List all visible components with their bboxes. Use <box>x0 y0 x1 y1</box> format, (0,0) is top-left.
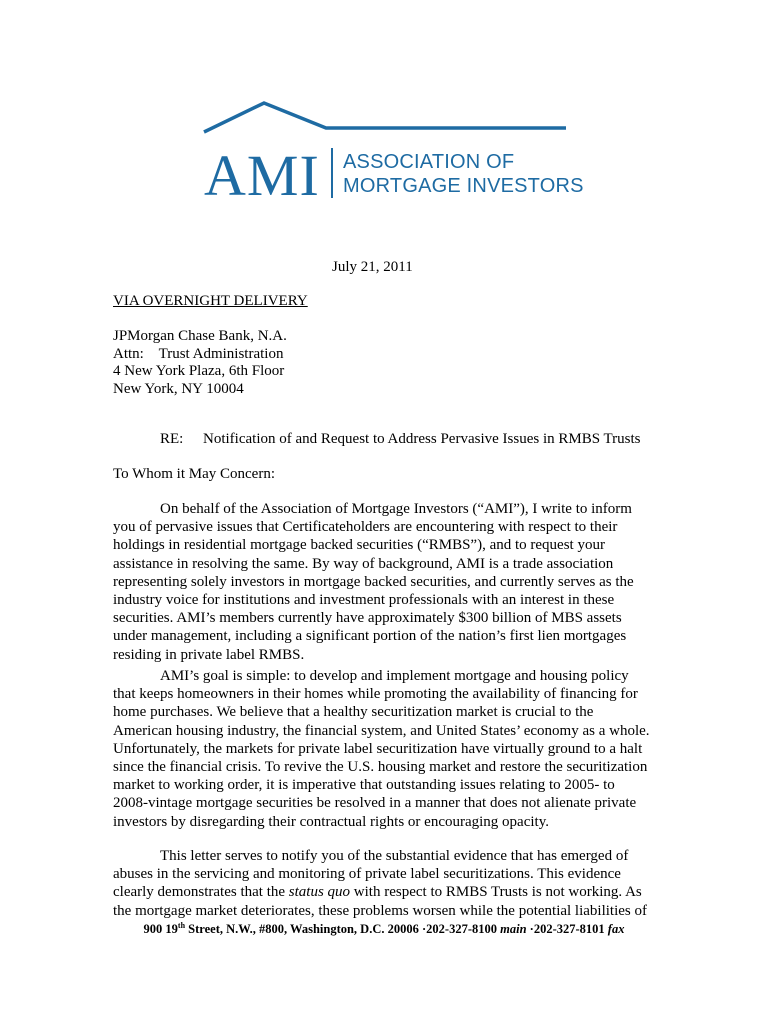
text-segment: with respect to RMBS Trusts is not working. As <box>350 884 642 901</box>
paragraph-line: This letter serves to notify you of the substantial evidence that has emerged of <box>160 848 629 864</box>
logo-name-line2: MORTGAGE INVESTORS <box>343 175 584 197</box>
re-label: RE: <box>160 431 184 447</box>
footer-street-rest: Street, N.W., #800, Washington, D.C. 20006 ·202-327-8100 <box>185 922 501 937</box>
delivery-method: VIA OVERNIGHT DELIVERY <box>113 293 308 309</box>
paragraph-line: residing in private label RMBS. <box>113 646 305 663</box>
paragraph-line: Unfortunately, the markets for private label securitization have virtually ground to a halt <box>113 740 643 757</box>
paragraph-line: market to working order, it is imperative that outstanding issues relating to 2005- to <box>113 777 615 794</box>
paragraph-line: under management, including a significant portion of the nation’s first lien mortgages <box>113 628 627 645</box>
text-segment: clearly demonstrates that the <box>113 884 289 901</box>
paragraph-line: investors by disregarding their contractual rights or encouraging opacity. <box>113 813 549 830</box>
paragraph-line: On behalf of the Association of Mortgage Investors (“AMI”), I write to inform <box>160 501 632 517</box>
paragraph-line: since the financial crisis. To revive the U.S. housing market and restore the securitization <box>113 759 648 776</box>
logo-separator <box>331 148 333 198</box>
logo-abbreviation: AMI <box>204 143 320 208</box>
paragraph-line: holdings in residential mortgage backed securities (“RMBS”), and to request your <box>113 537 605 554</box>
paragraph-line: representing solely investors in mortgage backed securities, and currently serves as the <box>113 573 634 590</box>
paragraph-line: assistance in resolving the same. By way of background, AMI is a trade association <box>113 555 614 572</box>
paragraph-line: industry voice for institutions and investment professionals with an interest in these <box>113 592 615 609</box>
salutation: To Whom it May Concern: <box>113 466 275 482</box>
paragraph-2 <box>113 667 653 831</box>
paragraph-line: the mortgage market deteriorates, these problems worsen while the potential liabilities of <box>113 902 648 919</box>
recipient-name: JPMorgan Chase Bank, N.A. <box>113 328 287 344</box>
paragraph-line: you of pervasive issues that Certificateholders are encountering with respect to their <box>113 519 618 536</box>
footer-fax-number: ·202-327-8101 <box>526 922 608 937</box>
footer-superscript: th <box>177 921 186 930</box>
paragraph-line: that keeps homeowners in their homes while promoting the availability of financing for <box>113 686 638 703</box>
paragraph-line: securities. AMI’s members currently have approximately $300 billion of MBS assets <box>113 610 622 627</box>
italic-phrase: status quo <box>288 884 351 901</box>
re-subject: Notification of and Request to Address Pervasive Issues in RMBS Trusts <box>203 431 641 447</box>
paragraph-line: home purchases. We believe that a healthy securitization market is crucial to the <box>113 704 594 721</box>
paragraph-line: American housing industry, the financial system, and United States’ economy as a whole. <box>113 722 650 739</box>
footer-fax-label: fax <box>607 922 625 937</box>
footer-main-label: main <box>500 922 527 937</box>
paragraph-line: abuses in the servicing and monitoring of private label securitizations. This evidence <box>113 866 621 883</box>
footer-address <box>0 921 768 937</box>
paragraph-line <box>113 883 653 901</box>
footer-street-number: 900 19 <box>143 922 178 937</box>
paragraph-1 <box>113 500 653 664</box>
paragraph-3 <box>113 847 653 920</box>
paragraph-line: AMI’s goal is simple: to develop and implement mortgage and housing policy <box>160 668 629 684</box>
recipient-city: New York, NY 10004 <box>113 381 244 397</box>
recipient-street: 4 New York Plaza, 6th Floor <box>113 363 285 379</box>
letter-date: July 21, 2011 <box>332 259 413 275</box>
recipient-attn: Attn: Trust Administration <box>113 346 284 362</box>
logo-name-line1: ASSOCIATION OF <box>343 151 515 173</box>
paragraph-line: 2008-vintage mortgage securities be resolved in a manner that does not alienate private <box>113 795 637 812</box>
